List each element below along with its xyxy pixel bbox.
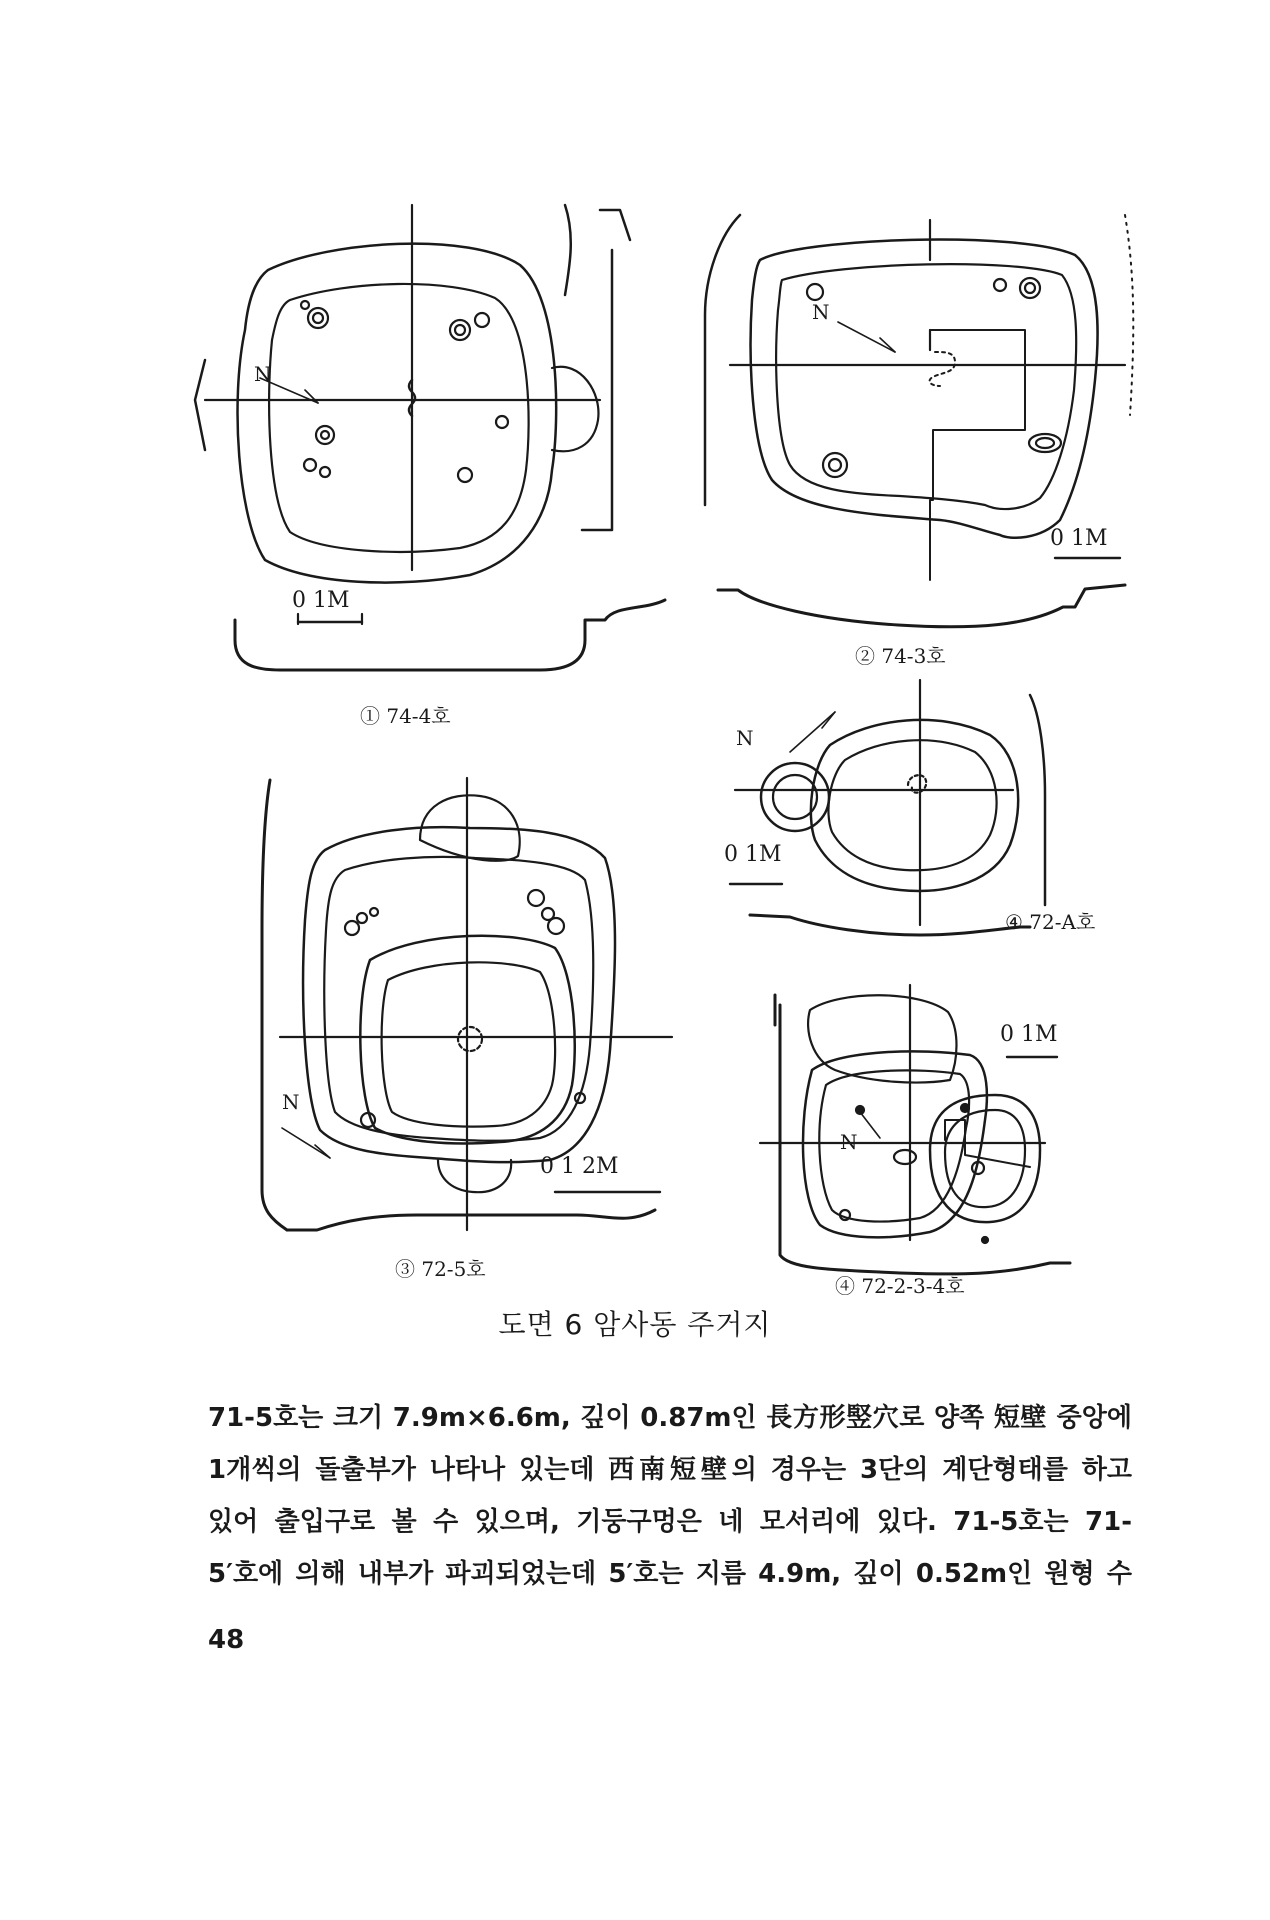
plan-2-drawing	[705, 215, 1133, 627]
page-number: 48	[208, 1625, 245, 1655]
plan-4a-drawing	[730, 680, 1045, 935]
plan-3-scale-label: 0 1 2M	[540, 1154, 619, 1179]
plan-2-scale-label: 0 1M	[1050, 526, 1108, 551]
figure-caption: 도면 6 암사동 주거지	[498, 1308, 772, 1341]
body-paragraph	[208, 1392, 1132, 1600]
plan-3-north-marker: N	[282, 1090, 300, 1114]
body-line-2: 1개씩의 돌출부가 나타나 있는데 西南短壁의 경우는 3단의 계단형태를 하고	[208, 1455, 1132, 1485]
body-line-1: 71-5호는 크기 7.9m×6.6m, 깊이 0.87m인 長方形竪穴로 양쪽 短壁 중앙에	[208, 1403, 1132, 1433]
plan-1-north-marker: N	[254, 362, 272, 386]
body-line-3: 있어 출입구로 볼 수 있으며, 기둥구멍은 네 모서리에 있다. 71-5호는 71-	[208, 1507, 1132, 1537]
plan-2-label: ② 74-3호	[855, 644, 946, 668]
plan-3-label: ③ 72-5호	[395, 1257, 486, 1281]
plan-4a-scale-label: 0 1M	[724, 842, 782, 867]
plan-4b-north-marker: N	[840, 1130, 858, 1154]
body-line-4: 5′호에 의해 내부가 파괴되었는데 5′호는 지름 4.9m, 깊이 0.52m인 원형 수	[208, 1559, 1132, 1589]
plan-1-scale-label: 0 1M	[292, 588, 350, 613]
plan-1-drawing	[195, 205, 665, 670]
plan-4b-scale-label: 0 1M	[1000, 1022, 1058, 1047]
plan-4a-north-marker: N	[736, 726, 754, 750]
plan-2-north-marker: N	[812, 300, 830, 324]
plan-1-label: ① 74-4호	[360, 704, 451, 728]
plan-4a-label: ④ 72-A호	[1005, 910, 1096, 934]
plan-4b-label: ④ 72-2-3-4호	[835, 1274, 965, 1298]
